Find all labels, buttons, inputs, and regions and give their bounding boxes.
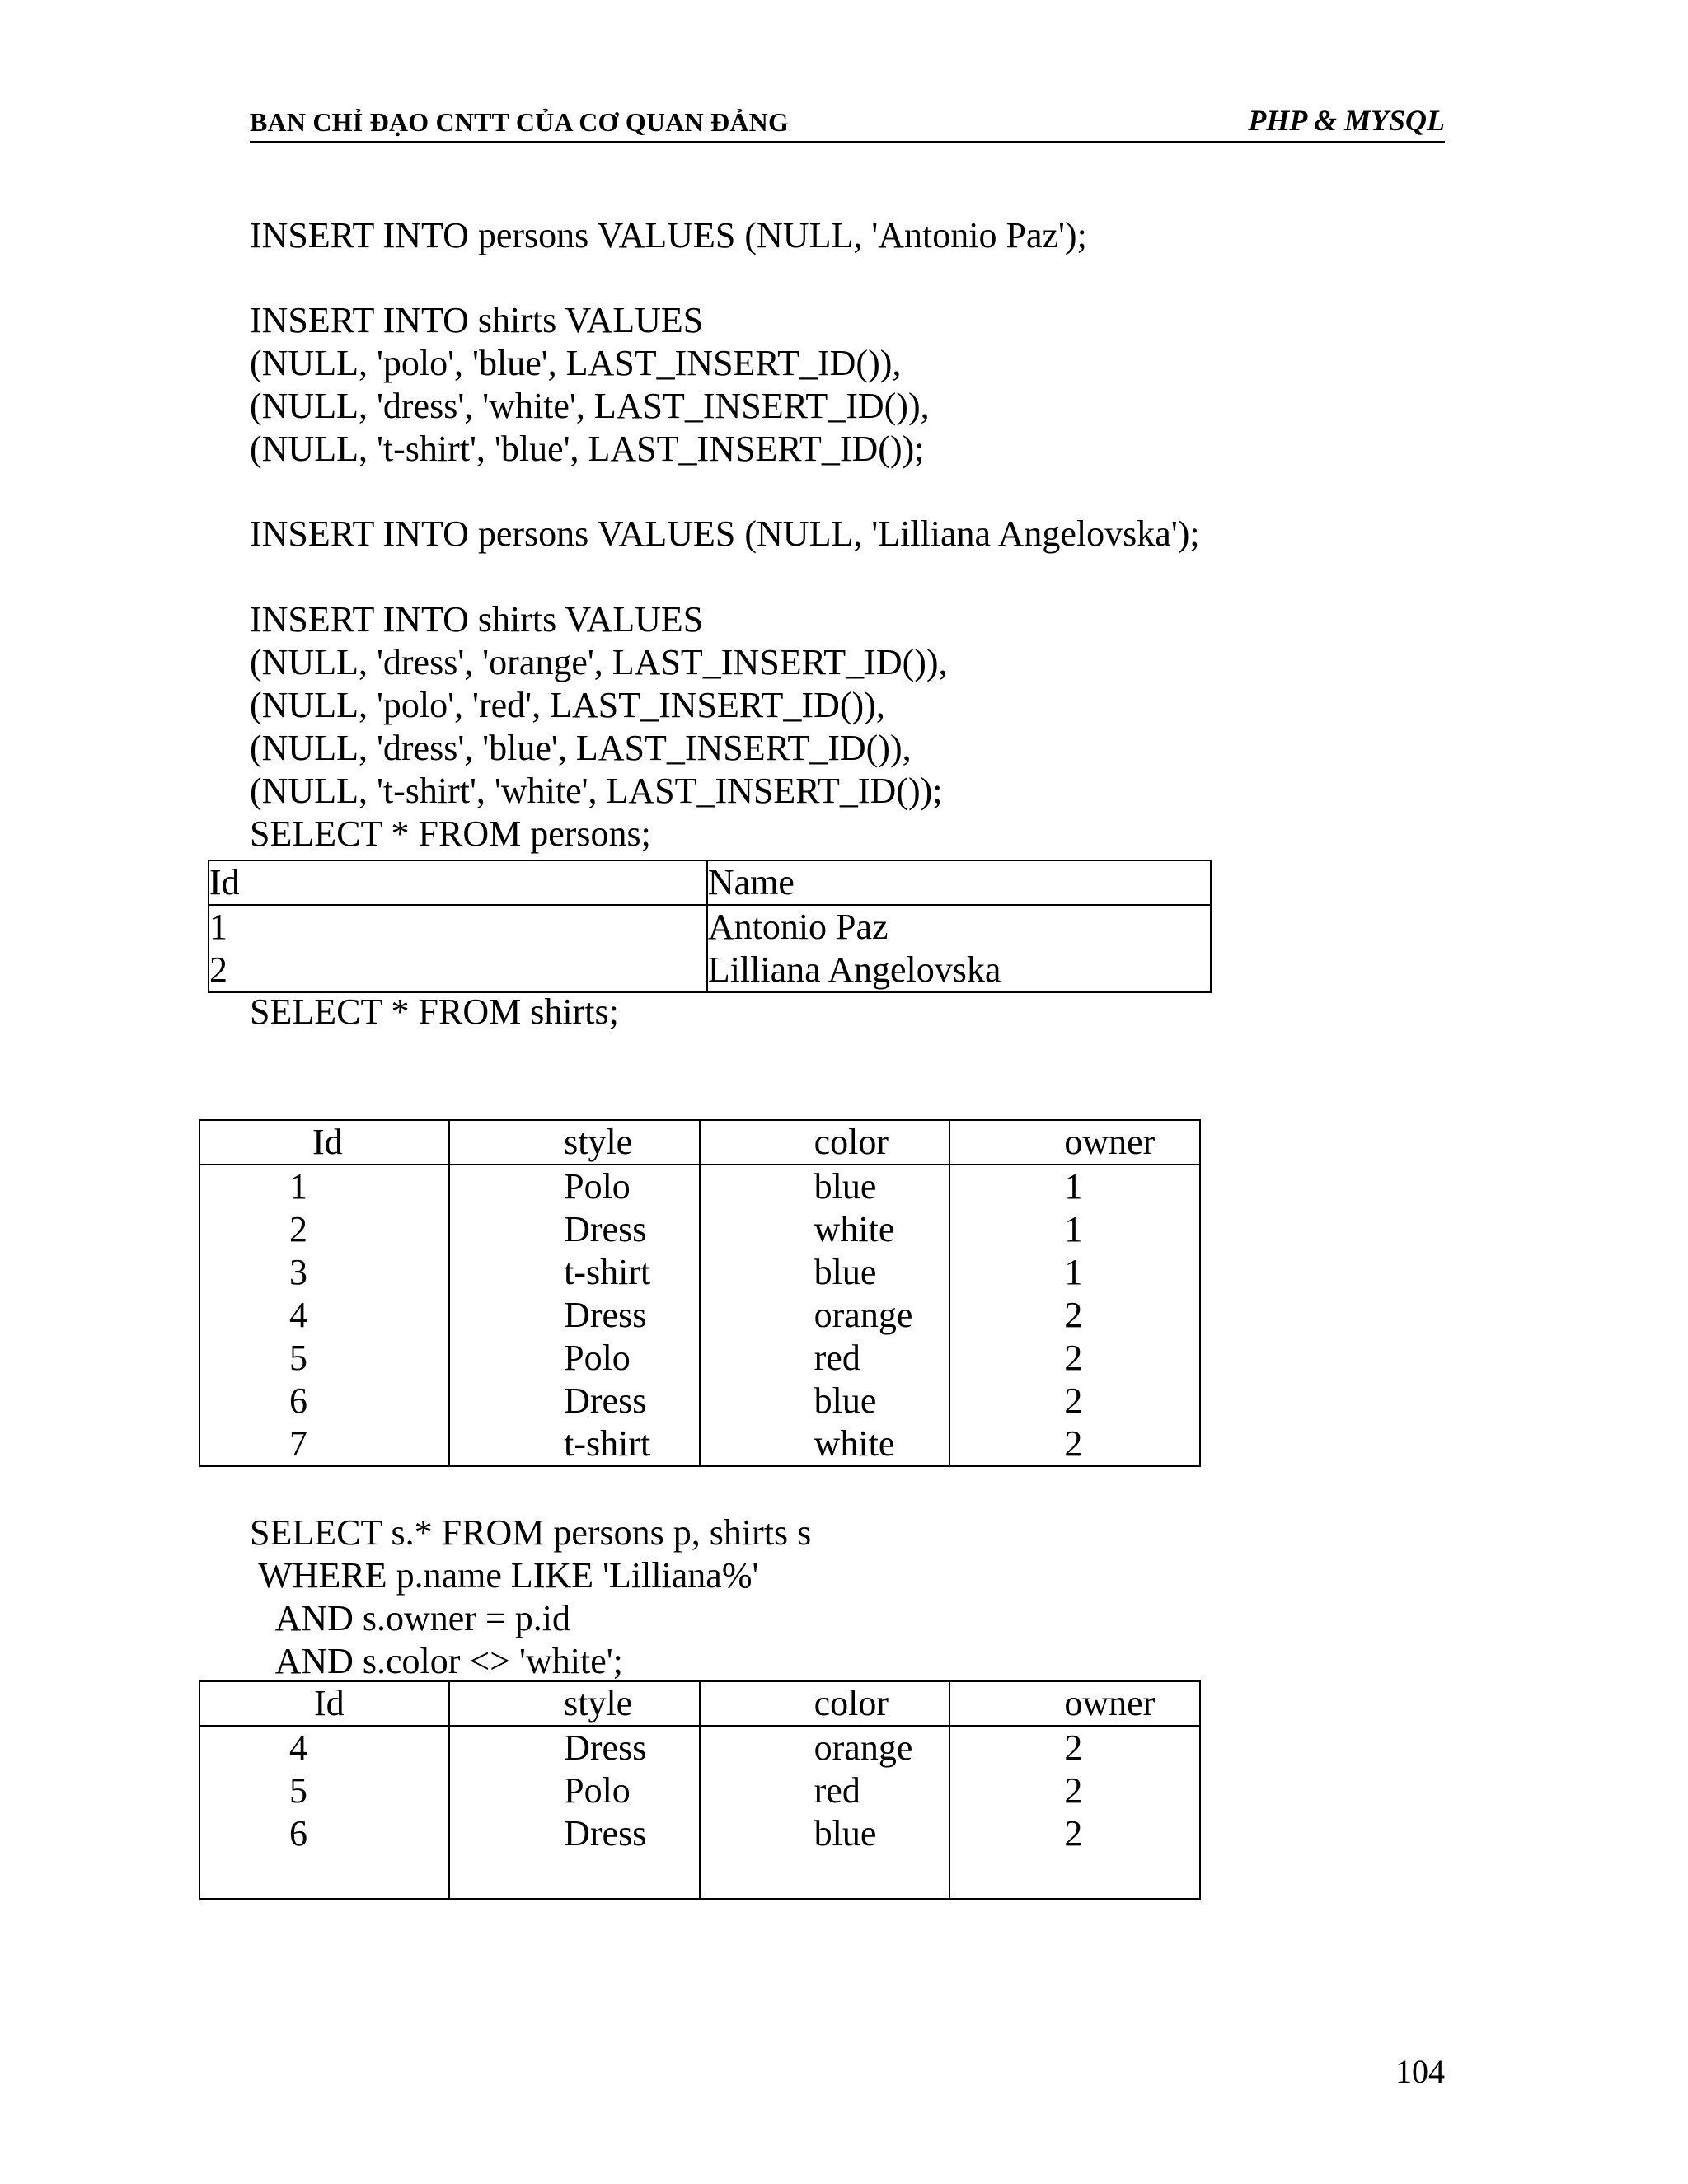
- column-header-id: Id: [199, 1120, 449, 1165]
- column-header-owner: owner: [950, 1681, 1200, 1726]
- cell-id: 4: [199, 1294, 449, 1337]
- table-row: [199, 1251, 1200, 1294]
- cell-id: 6: [199, 1812, 449, 1855]
- table-row: [199, 1769, 1200, 1812]
- column-header-id: Id: [209, 860, 707, 905]
- code-line: (NULL, 'polo', 'blue', LAST_INSERT_ID()),: [250, 343, 902, 383]
- table-row: [209, 949, 1211, 992]
- code-line: SELECT s.* FROM persons p, shirts s: [250, 1512, 812, 1553]
- cell-owner: 2: [950, 1812, 1200, 1855]
- persons-table: [208, 860, 1212, 993]
- table-header-row: [199, 1120, 1200, 1165]
- table-row: [199, 1165, 1200, 1208]
- cell-style: Dress: [449, 1208, 700, 1251]
- cell-owner: 1: [950, 1251, 1200, 1294]
- cell-id: 6: [199, 1380, 449, 1422]
- shirts-table: [199, 1119, 1201, 1467]
- cell-name: Lilliana Angelovska: [707, 949, 1211, 992]
- cell-color: white: [700, 1422, 950, 1466]
- cell-owner: 1: [950, 1165, 1200, 1208]
- column-header-id: Id: [199, 1681, 449, 1726]
- cell-id: 5: [199, 1769, 449, 1812]
- cell-color: blue: [700, 1380, 950, 1422]
- cell-owner: 2: [950, 1769, 1200, 1812]
- code-line: INSERT INTO shirts VALUES: [250, 300, 704, 340]
- table-row: [199, 1726, 1200, 1769]
- code-line: (NULL, 'polo', 'red', LAST_INSERT_ID()),: [250, 685, 885, 725]
- cell-style: Dress: [449, 1812, 700, 1855]
- code-line: (NULL, 't-shirt', 'blue', LAST_INSERT_ID());: [250, 429, 925, 469]
- result-table: [199, 1680, 1201, 1900]
- empty-table-row: [199, 1855, 1200, 1899]
- cell-style: Polo: [449, 1165, 700, 1208]
- header-topic: PHP & MYSQL: [1248, 104, 1445, 137]
- cell-id: 2: [209, 949, 707, 992]
- cell-color: red: [700, 1337, 950, 1380]
- table-row: [209, 905, 1211, 949]
- table-header-row: [199, 1681, 1200, 1726]
- cell-color: orange: [700, 1294, 950, 1337]
- cell-color: blue: [700, 1251, 950, 1294]
- cell-style: Dress: [449, 1380, 700, 1422]
- cell-color: white: [700, 1208, 950, 1251]
- column-header-color: color: [700, 1120, 950, 1165]
- cell-owner: 2: [950, 1726, 1200, 1769]
- cell-color: blue: [700, 1165, 950, 1208]
- cell-owner: 2: [950, 1380, 1200, 1422]
- code-line: SELECT * FROM persons;: [250, 813, 651, 854]
- cell-color: blue: [700, 1812, 950, 1855]
- code-line: (NULL, 'dress', 'blue', LAST_INSERT_ID()),: [250, 728, 912, 768]
- column-header-style: style: [449, 1681, 700, 1726]
- column-header-name: Name: [707, 860, 1211, 905]
- cell-color: red: [700, 1769, 950, 1812]
- cell-owner: 2: [950, 1337, 1200, 1380]
- cell-id: 2: [199, 1208, 449, 1251]
- table-row: [199, 1380, 1200, 1422]
- code-line: INSERT INTO shirts VALUES: [250, 599, 704, 640]
- cell-id: 3: [199, 1251, 449, 1294]
- cell-style: Polo: [449, 1337, 700, 1380]
- page-number: 104: [1395, 2053, 1445, 2090]
- cell-id: 1: [199, 1165, 449, 1208]
- column-header-owner: owner: [950, 1120, 1200, 1165]
- table-row: [199, 1294, 1200, 1337]
- cell-style: Dress: [449, 1294, 700, 1337]
- cell-id: 4: [199, 1726, 449, 1769]
- code-line: AND s.owner = p.id: [250, 1598, 571, 1638]
- table-row: [199, 1812, 1200, 1855]
- header-organization: BAN CHỈ ĐẠO CNTT CỦA CƠ QUAN ĐẢNG: [250, 107, 790, 137]
- cell-id: 5: [199, 1337, 449, 1380]
- cell-style: Polo: [449, 1769, 700, 1812]
- cell-id: 1: [209, 905, 707, 949]
- cell-owner: 2: [950, 1422, 1200, 1466]
- code-line: WHERE p.name LIKE 'Lilliana%': [250, 1555, 759, 1596]
- cell-style: Dress: [449, 1726, 700, 1769]
- code-line: (NULL, 'dress', 'orange', LAST_INSERT_ID()),: [250, 642, 948, 682]
- cell-style: t-shirt: [449, 1251, 700, 1294]
- code-line: SELECT * FROM shirts;: [250, 991, 619, 1032]
- cell-owner: 2: [950, 1294, 1200, 1337]
- code-line: AND s.color <> 'white';: [250, 1641, 623, 1681]
- code-line: INSERT INTO persons VALUES (NULL, 'Antonio Paz');: [250, 215, 1087, 255]
- cell-name: Antonio Paz: [707, 905, 1211, 949]
- cell-owner: 1: [950, 1208, 1200, 1251]
- cell-color: orange: [700, 1726, 950, 1769]
- column-header-color: color: [700, 1681, 950, 1726]
- cell-id: 7: [199, 1422, 449, 1466]
- page-header: [250, 103, 1445, 143]
- column-header-style: style: [449, 1120, 700, 1165]
- cell-style: t-shirt: [449, 1422, 700, 1466]
- table-row: [199, 1422, 1200, 1466]
- table-row: [199, 1337, 1200, 1380]
- code-line: (NULL, 'dress', 'white', LAST_INSERT_ID()),: [250, 386, 930, 426]
- table-row: [199, 1208, 1200, 1251]
- table-header-row: [209, 860, 1211, 905]
- code-line: (NULL, 't-shirt', 'white', LAST_INSERT_ID());: [250, 771, 943, 811]
- code-line: INSERT INTO persons VALUES (NULL, 'Lilliana Angelovska');: [250, 513, 1200, 554]
